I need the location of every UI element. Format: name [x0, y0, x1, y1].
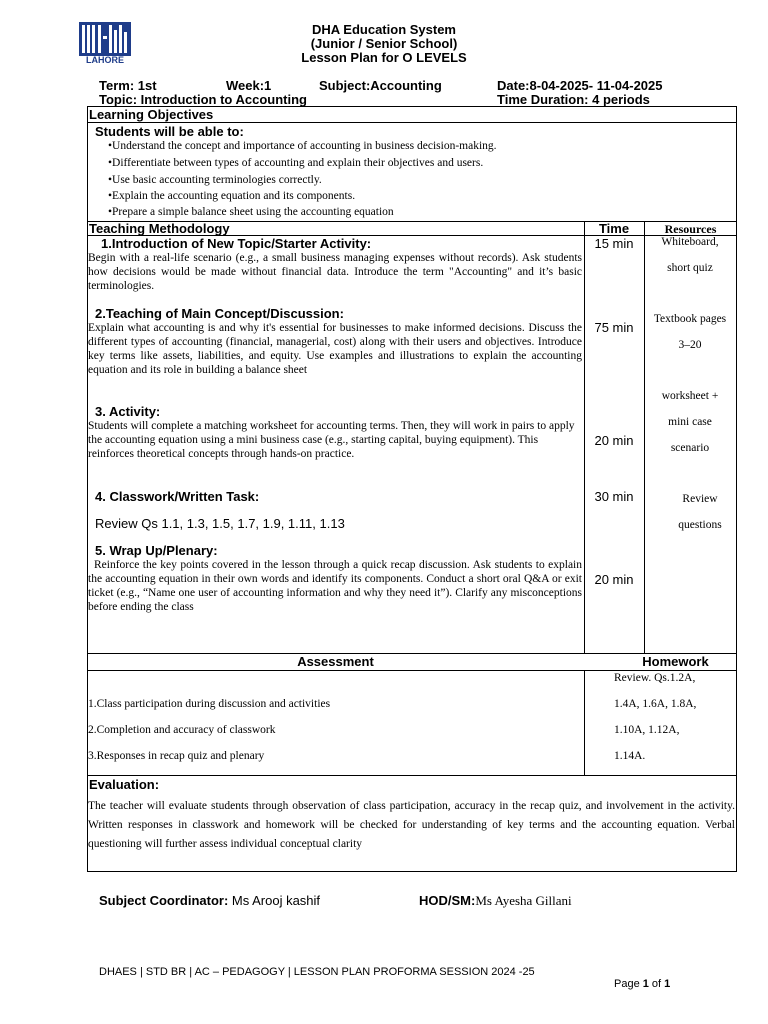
objective-item: •Use basic accounting terminologies correctly.: [108, 174, 322, 186]
section-body: Reinforce the key points covered in the lesson through a quick recap discussion. Ask students to explain the accounting equation in their own words and identify its components. Conduct a short oral Q&A or exit ticket (e.g., “Name one user of accounting information and why they need it”). Clarify any misconceptions before ending the class: [88, 559, 582, 613]
resource-item: worksheet +: [661, 390, 719, 402]
objective-item: •Understand the concept and importance of accounting in business decision-making.: [108, 140, 497, 152]
assessment-item: 2.Completion and accuracy of classwork: [88, 724, 276, 736]
coordinator-name: Ms Arooj kashif: [228, 893, 321, 908]
section-body: Review Qs 1.1, 1.3, 1.5, 1.7, 1.9, 1.11, 1.13: [95, 516, 345, 531]
rule: [87, 670, 737, 671]
rule: [584, 670, 585, 775]
assessment-item: 3.Responses in recap quiz and plenary: [88, 750, 265, 762]
assessment-item: 1.Class participation during discussion and activities: [88, 698, 331, 710]
term: Term: 1st: [99, 78, 157, 93]
hod-signature: [419, 893, 572, 909]
section-time: 30 min: [594, 489, 634, 504]
resource-item: Whiteboard,: [661, 236, 719, 248]
objective-item: •Explain the accounting equation and its components.: [108, 190, 356, 202]
subject: Subject:Accounting: [319, 78, 442, 93]
rule: [644, 221, 645, 653]
section-time: 15 min: [594, 236, 634, 251]
resource-item: 3–20: [678, 339, 702, 351]
section-body: Students will complete a matching worksheet for accounting terms. Then, they will work in pairs to apply the accounting equation using a mini business case (e.g., starting capital, buying equipment). This reinforces theoretical concepts through hands-on practice.: [88, 420, 575, 460]
section-title: 2.Teaching of Main Concept/Discussion:: [95, 306, 344, 321]
objectives-heading: Learning Objectives: [89, 107, 214, 122]
coordinator-signature: [99, 893, 320, 909]
resource-item: questions: [678, 519, 722, 531]
resource-item: scenario: [670, 442, 710, 454]
evaluation-body: The teacher will evaluate students through observation of class participation, accuracy in the recap quiz, and involvement in the activity. Written responses in classwork and homework will be checked for understanding of key terms and the accounting equation. Verbal questioning will further assess individual conceptual clarity: [88, 800, 735, 850]
resource-item: mini case: [668, 416, 712, 428]
footer-text: DHAES | STD BR | AC – PEDAGOGY | LESSON PLAN PROFORMA SESSION 2024 -25: [99, 966, 535, 978]
section-title: 3. Activity:: [95, 404, 161, 419]
week: Week:1: [226, 78, 272, 93]
resource-item: Textbook pages: [653, 313, 727, 325]
topic: Topic: Introduction to Accounting: [99, 92, 307, 107]
section-body: Explain what accounting is and why it's essential for businesses to make informed decisions. Discuss the different types of accounting (financial, managerial, cost) along with their users and objectives. Introduce key terms like assets, liabilities, and equity. Use examples and illustrations to explain the accounting equation and its role in building a balance sheet: [88, 322, 582, 376]
assessment-heading: Assessment: [297, 654, 374, 669]
org-title: DHA Education System: [312, 22, 456, 37]
resource-item: short quiz: [667, 262, 713, 274]
homework-line: Review. Qs.1.2A,: [614, 672, 696, 684]
rule: [87, 775, 737, 776]
plan-title: Lesson Plan for O LEVELS: [301, 50, 467, 65]
section-time: 20 min: [594, 433, 634, 448]
section-time: 75 min: [594, 320, 634, 335]
resource-item: Review: [682, 493, 718, 505]
section-time: 20 min: [594, 572, 634, 587]
coordinator-label: Subject Coordinator:: [99, 893, 229, 908]
date: Date:8-04-2025- 11-04-2025: [497, 78, 663, 93]
school-title: (Junior / Senior School): [310, 36, 458, 51]
section-body: Begin with a real-life scenario (e.g., a small business managing expenses without records). Ask students how decisions would be made without financial data. Introduce the term "Accounting" and it’s basic terminologies.: [88, 252, 582, 292]
time-duration: Time Duration: 4 periods: [497, 92, 650, 107]
homework-line: 1.10A, 1.12A,: [614, 724, 680, 736]
hod-name: Ms Ayesha Gillani: [475, 893, 572, 908]
homework-line: 1.4A, 1.6A, 1.8A,: [614, 698, 697, 710]
objective-item: •Prepare a simple balance sheet using the accounting equation: [108, 206, 394, 218]
logo-subtext: LAHORE: [86, 55, 124, 65]
section-title: 5. Wrap Up/Plenary:: [95, 543, 218, 558]
homework-heading: Homework: [642, 654, 709, 669]
rule: [87, 122, 737, 123]
objectives-intro: Students will be able to:: [95, 124, 244, 139]
resources-header: Resources: [664, 222, 717, 236]
methodology-heading: Teaching Methodology: [89, 221, 230, 236]
objective-item: •Differentiate between types of accounting and explain their objectives and users.: [108, 157, 484, 169]
section-title: 4. Classwork/Written Task:: [95, 489, 260, 504]
hod-label: HOD/SM:: [419, 893, 476, 908]
evaluation-heading: Evaluation:: [89, 777, 160, 792]
page-number: Page 1 of 1: [614, 978, 671, 990]
time-header: Time: [598, 221, 630, 236]
homework-line: 1.14A.: [614, 750, 646, 762]
section-title: 1.Introduction of New Topic/Starter Activity:: [101, 236, 372, 251]
